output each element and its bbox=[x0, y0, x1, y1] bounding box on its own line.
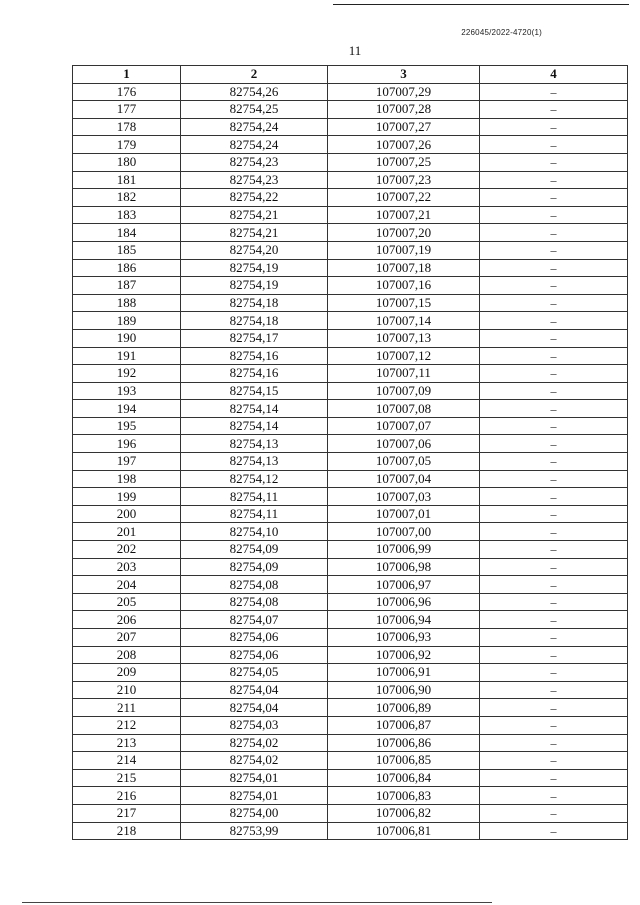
table-cell-col-3: 107007,20 bbox=[328, 224, 480, 242]
table-row bbox=[73, 83, 628, 101]
table-cell-col-1: 210 bbox=[73, 681, 181, 699]
table-cell-col-3: 107007,16 bbox=[328, 277, 480, 295]
table-cell-col-2: 82754,04 bbox=[181, 699, 328, 717]
table-cell-col-1: 213 bbox=[73, 734, 181, 752]
table-cell-col-1: 208 bbox=[73, 646, 181, 664]
table-cell-col-1: 180 bbox=[73, 153, 181, 171]
table-cell-col-3: 107007,00 bbox=[328, 523, 480, 541]
table-cell-col-3: 107007,07 bbox=[328, 417, 480, 435]
table-row bbox=[73, 646, 628, 664]
table-cell-col-3: 107007,14 bbox=[328, 312, 480, 330]
table-cell-col-2: 82754,07 bbox=[181, 611, 328, 629]
table-cell-col-2: 82754,06 bbox=[181, 646, 328, 664]
table-row bbox=[73, 277, 628, 295]
table-row bbox=[73, 769, 628, 787]
table-cell-col-4: – bbox=[480, 259, 628, 277]
table-cell-col-4: – bbox=[480, 365, 628, 383]
table-cell-col-2: 82754,21 bbox=[181, 206, 328, 224]
table-cell-col-2: 82754,12 bbox=[181, 470, 328, 488]
table-cell-col-4: – bbox=[480, 382, 628, 400]
table-cell-col-4: – bbox=[480, 435, 628, 453]
table-cell-col-4: – bbox=[480, 453, 628, 471]
table-cell-col-2: 82754,08 bbox=[181, 593, 328, 611]
table-cell-col-2: 82754,10 bbox=[181, 523, 328, 541]
table-cell-col-4: – bbox=[480, 277, 628, 295]
table-cell-col-4: – bbox=[480, 787, 628, 805]
table-cell-col-2: 82754,08 bbox=[181, 576, 328, 594]
table-row bbox=[73, 329, 628, 347]
table-cell-col-2: 82754,09 bbox=[181, 541, 328, 559]
table-cell-col-2: 82754,04 bbox=[181, 681, 328, 699]
column-header-2: 2 bbox=[181, 66, 328, 84]
table-cell-col-3: 107007,23 bbox=[328, 171, 480, 189]
table-row bbox=[73, 365, 628, 383]
table-row bbox=[73, 136, 628, 154]
table-row bbox=[73, 153, 628, 171]
table-cell-col-1: 217 bbox=[73, 804, 181, 822]
table-cell-col-3: 107006,87 bbox=[328, 716, 480, 734]
table-cell-col-2: 82754,13 bbox=[181, 453, 328, 471]
table-cell-col-1: 216 bbox=[73, 787, 181, 805]
table-cell-col-3: 107007,08 bbox=[328, 400, 480, 418]
table-cell-col-2: 82754,20 bbox=[181, 241, 328, 259]
table-cell-col-4: – bbox=[480, 400, 628, 418]
table-cell-col-4: – bbox=[480, 664, 628, 682]
table-cell-col-2: 82754,17 bbox=[181, 329, 328, 347]
table-cell-col-1: 187 bbox=[73, 277, 181, 295]
table-cell-col-3: 107007,13 bbox=[328, 329, 480, 347]
table-row bbox=[73, 206, 628, 224]
table-cell-col-4: – bbox=[480, 470, 628, 488]
table-row bbox=[73, 541, 628, 559]
table-cell-col-2: 82754,26 bbox=[181, 83, 328, 101]
table-cell-col-1: 206 bbox=[73, 611, 181, 629]
table-cell-col-2: 82754,16 bbox=[181, 347, 328, 365]
table-cell-col-2: 82754,09 bbox=[181, 558, 328, 576]
table-cell-col-1: 195 bbox=[73, 417, 181, 435]
table-cell-col-4: – bbox=[480, 804, 628, 822]
table-cell-col-3: 107006,94 bbox=[328, 611, 480, 629]
table-cell-col-4: – bbox=[480, 752, 628, 770]
table-row bbox=[73, 259, 628, 277]
table-row bbox=[73, 629, 628, 647]
table-cell-col-3: 107007,18 bbox=[328, 259, 480, 277]
table-cell-col-3: 107007,04 bbox=[328, 470, 480, 488]
table-cell-col-3: 107006,99 bbox=[328, 541, 480, 559]
table-cell-col-2: 82754,03 bbox=[181, 716, 328, 734]
table-row bbox=[73, 171, 628, 189]
table-cell-col-1: 178 bbox=[73, 118, 181, 136]
table-cell-col-3: 107006,90 bbox=[328, 681, 480, 699]
table-cell-col-3: 107007,01 bbox=[328, 505, 480, 523]
table-cell-col-2: 82754,01 bbox=[181, 787, 328, 805]
table-row bbox=[73, 118, 628, 136]
table-cell-col-2: 82754,16 bbox=[181, 365, 328, 383]
table-cell-col-1: 215 bbox=[73, 769, 181, 787]
table-row bbox=[73, 382, 628, 400]
table-cell-col-2: 82754,05 bbox=[181, 664, 328, 682]
table-row bbox=[73, 470, 628, 488]
table-cell-col-4: – bbox=[480, 716, 628, 734]
table-row bbox=[73, 664, 628, 682]
table-cell-col-3: 107007,11 bbox=[328, 365, 480, 383]
table-cell-col-3: 107006,93 bbox=[328, 629, 480, 647]
table-cell-col-2: 82754,25 bbox=[181, 101, 328, 119]
table-cell-col-1: 203 bbox=[73, 558, 181, 576]
column-header-3: 3 bbox=[328, 66, 480, 84]
table-row bbox=[73, 400, 628, 418]
table-cell-col-3: 107006,83 bbox=[328, 787, 480, 805]
table-cell-col-1: 177 bbox=[73, 101, 181, 119]
table-cell-col-4: – bbox=[480, 629, 628, 647]
table-cell-col-4: – bbox=[480, 206, 628, 224]
column-header-1: 1 bbox=[73, 66, 181, 84]
table-cell-col-1: 209 bbox=[73, 664, 181, 682]
table-cell-col-3: 107007,12 bbox=[328, 347, 480, 365]
table-cell-col-1: 185 bbox=[73, 241, 181, 259]
table-row bbox=[73, 734, 628, 752]
table-cell-col-4: – bbox=[480, 558, 628, 576]
table-cell-col-2: 82754,02 bbox=[181, 734, 328, 752]
table-cell-col-1: 194 bbox=[73, 400, 181, 418]
table-cell-col-2: 82754,23 bbox=[181, 171, 328, 189]
table-cell-col-4: – bbox=[480, 734, 628, 752]
table-cell-col-3: 107006,82 bbox=[328, 804, 480, 822]
table-cell-col-2: 82754,06 bbox=[181, 629, 328, 647]
table-cell-col-2: 82754,24 bbox=[181, 136, 328, 154]
table-cell-col-4: – bbox=[480, 171, 628, 189]
table-cell-col-3: 107007,22 bbox=[328, 189, 480, 207]
table-cell-col-3: 107007,29 bbox=[328, 83, 480, 101]
table-row bbox=[73, 294, 628, 312]
table-cell-col-2: 82754,00 bbox=[181, 804, 328, 822]
table-cell-col-3: 107006,89 bbox=[328, 699, 480, 717]
table-cell-col-1: 218 bbox=[73, 822, 181, 840]
table-cell-col-3: 107007,09 bbox=[328, 382, 480, 400]
table-cell-col-1: 207 bbox=[73, 629, 181, 647]
table-row bbox=[73, 453, 628, 471]
table-cell-col-1: 184 bbox=[73, 224, 181, 242]
table-cell-col-1: 214 bbox=[73, 752, 181, 770]
page-number: 11 bbox=[348, 43, 362, 58]
table-row bbox=[73, 505, 628, 523]
document-number: 226045/2022-4720(1) bbox=[461, 28, 542, 37]
table-cell-col-3: 107006,86 bbox=[328, 734, 480, 752]
table-cell-col-2: 82754,11 bbox=[181, 488, 328, 506]
table-cell-col-2: 82754,01 bbox=[181, 769, 328, 787]
table-cell-col-1: 186 bbox=[73, 259, 181, 277]
table-cell-col-4: – bbox=[480, 523, 628, 541]
table-cell-col-4: – bbox=[480, 488, 628, 506]
table-cell-col-4: – bbox=[480, 699, 628, 717]
table-cell-col-1: 204 bbox=[73, 576, 181, 594]
table-cell-col-4: – bbox=[480, 681, 628, 699]
table-cell-col-1: 179 bbox=[73, 136, 181, 154]
table-row bbox=[73, 752, 628, 770]
table-cell-col-2: 82754,14 bbox=[181, 400, 328, 418]
table-cell-col-3: 107006,91 bbox=[328, 664, 480, 682]
table-cell-col-3: 107007,28 bbox=[328, 101, 480, 119]
table-row bbox=[73, 347, 628, 365]
table-cell-col-4: – bbox=[480, 118, 628, 136]
table-cell-col-3: 107006,85 bbox=[328, 752, 480, 770]
table-cell-col-2: 82754,15 bbox=[181, 382, 328, 400]
table-cell-col-4: – bbox=[480, 224, 628, 242]
table-cell-col-1: 199 bbox=[73, 488, 181, 506]
table-cell-col-1: 183 bbox=[73, 206, 181, 224]
table-cell-col-2: 82754,19 bbox=[181, 277, 328, 295]
table-cell-col-4: – bbox=[480, 646, 628, 664]
table-row bbox=[73, 488, 628, 506]
table-cell-col-4: – bbox=[480, 822, 628, 840]
table-cell-col-2: 82754,14 bbox=[181, 417, 328, 435]
table-cell-col-1: 205 bbox=[73, 593, 181, 611]
table-row bbox=[73, 804, 628, 822]
bottom-rule bbox=[22, 902, 492, 903]
table-cell-col-2: 82754,21 bbox=[181, 224, 328, 242]
table-row bbox=[73, 523, 628, 541]
table-row bbox=[73, 101, 628, 119]
table-cell-col-4: – bbox=[480, 576, 628, 594]
table-cell-col-4: – bbox=[480, 83, 628, 101]
table-cell-col-3: 107007,03 bbox=[328, 488, 480, 506]
table-row bbox=[73, 241, 628, 259]
table-row bbox=[73, 558, 628, 576]
table-row bbox=[73, 681, 628, 699]
table-cell-col-4: – bbox=[480, 136, 628, 154]
table-cell-col-1: 202 bbox=[73, 541, 181, 559]
table-cell-col-4: – bbox=[480, 189, 628, 207]
table-cell-col-3: 107006,96 bbox=[328, 593, 480, 611]
table-cell-col-1: 191 bbox=[73, 347, 181, 365]
table-row bbox=[73, 435, 628, 453]
table-row bbox=[73, 716, 628, 734]
table-row bbox=[73, 699, 628, 717]
table-cell-col-3: 107007,21 bbox=[328, 206, 480, 224]
table-cell-col-4: – bbox=[480, 153, 628, 171]
table-header-row bbox=[73, 66, 628, 84]
table-cell-col-3: 107006,84 bbox=[328, 769, 480, 787]
table-row bbox=[73, 312, 628, 330]
table-cell-col-1: 196 bbox=[73, 435, 181, 453]
table-cell-col-4: – bbox=[480, 294, 628, 312]
table-cell-col-4: – bbox=[480, 417, 628, 435]
table-row bbox=[73, 822, 628, 840]
table-cell-col-1: 188 bbox=[73, 294, 181, 312]
table-cell-col-4: – bbox=[480, 593, 628, 611]
table-cell-col-3: 107006,98 bbox=[328, 558, 480, 576]
table-cell-col-3: 107006,97 bbox=[328, 576, 480, 594]
table-cell-col-3: 107007,27 bbox=[328, 118, 480, 136]
table-row bbox=[73, 224, 628, 242]
table-row bbox=[73, 189, 628, 207]
table-cell-col-1: 190 bbox=[73, 329, 181, 347]
table-cell-col-4: – bbox=[480, 769, 628, 787]
table-cell-col-4: – bbox=[480, 505, 628, 523]
table-row bbox=[73, 611, 628, 629]
table-cell-col-2: 82754,19 bbox=[181, 259, 328, 277]
table-cell-col-1: 200 bbox=[73, 505, 181, 523]
table-cell-col-4: – bbox=[480, 329, 628, 347]
table-cell-col-3: 107007,25 bbox=[328, 153, 480, 171]
table-cell-col-4: – bbox=[480, 241, 628, 259]
top-rule bbox=[333, 4, 629, 5]
table-row bbox=[73, 417, 628, 435]
table-cell-col-2: 82753,99 bbox=[181, 822, 328, 840]
table-cell-col-1: 211 bbox=[73, 699, 181, 717]
table-cell-col-4: – bbox=[480, 101, 628, 119]
table-cell-col-3: 107007,15 bbox=[328, 294, 480, 312]
table-cell-col-1: 181 bbox=[73, 171, 181, 189]
table-cell-col-2: 82754,23 bbox=[181, 153, 328, 171]
table-cell-col-2: 82754,13 bbox=[181, 435, 328, 453]
table-row bbox=[73, 593, 628, 611]
table-cell-col-2: 82754,18 bbox=[181, 294, 328, 312]
table-cell-col-3: 107007,19 bbox=[328, 241, 480, 259]
table-cell-col-2: 82754,24 bbox=[181, 118, 328, 136]
table-cell-col-4: – bbox=[480, 312, 628, 330]
table-row bbox=[73, 576, 628, 594]
table-cell-col-2: 82754,18 bbox=[181, 312, 328, 330]
table-cell-col-4: – bbox=[480, 347, 628, 365]
table-cell-col-1: 189 bbox=[73, 312, 181, 330]
column-header-4: 4 bbox=[480, 66, 628, 84]
table-cell-col-1: 192 bbox=[73, 365, 181, 383]
table-cell-col-2: 82754,02 bbox=[181, 752, 328, 770]
table-cell-col-3: 107006,92 bbox=[328, 646, 480, 664]
table-cell-col-4: – bbox=[480, 541, 628, 559]
table-cell-col-3: 107007,26 bbox=[328, 136, 480, 154]
table-row bbox=[73, 787, 628, 805]
table-cell-col-1: 197 bbox=[73, 453, 181, 471]
table-cell-col-3: 107007,05 bbox=[328, 453, 480, 471]
table-cell-col-1: 176 bbox=[73, 83, 181, 101]
table-cell-col-1: 212 bbox=[73, 716, 181, 734]
table-cell-col-3: 107007,06 bbox=[328, 435, 480, 453]
table-cell-col-2: 82754,11 bbox=[181, 505, 328, 523]
table-cell-col-1: 193 bbox=[73, 382, 181, 400]
table-cell-col-4: – bbox=[480, 611, 628, 629]
table-cell-col-3: 107006,81 bbox=[328, 822, 480, 840]
table-cell-col-1: 198 bbox=[73, 470, 181, 488]
table-cell-col-2: 82754,22 bbox=[181, 189, 328, 207]
table-cell-col-1: 182 bbox=[73, 189, 181, 207]
coordinates-table bbox=[72, 65, 628, 840]
table-body bbox=[73, 83, 628, 840]
table-cell-col-1: 201 bbox=[73, 523, 181, 541]
